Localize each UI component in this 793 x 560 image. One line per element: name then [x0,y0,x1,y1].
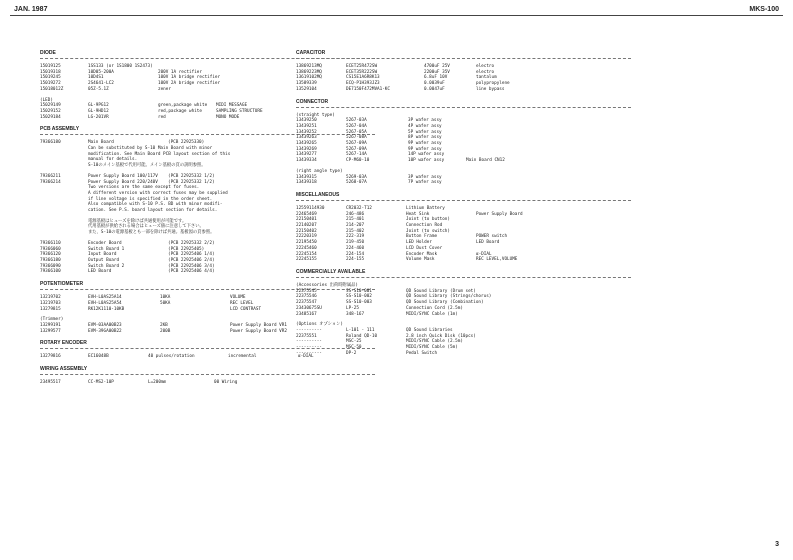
part-cell: 13439263 [296,135,317,141]
header-date: JAN. 1987 [14,6,48,13]
part-cell: SS-S10-002 [346,294,372,300]
part-cell: EVM-03AA00B23 [88,322,122,328]
section-title: ROTARY ENCODER [40,340,87,347]
part-cell: 13219702 [40,295,61,301]
part-cell: 13439315 [296,174,317,180]
part-cell: 23430675SU [296,305,322,311]
part-cell: 13279816 [40,354,61,360]
part-cell: SS-S10-003 [346,300,372,306]
part-cell: 2.8 inch Quick Disk (10pcs) [406,333,476,339]
part-cell: 5267-14A [346,152,367,158]
note-line: manual for details. [88,157,138,163]
part-cell: 100V 1A bridge rectifier [158,75,221,81]
part-cell: EVH-L0AS25A14 [88,295,122,301]
part-cell: 5267-03A [346,118,367,124]
part-cell: 13869213MQ [296,64,322,69]
part-cell: 4P wafer assy [408,123,442,129]
part-cell: polypropylene [476,81,510,87]
part-cell: 0.0039uF [424,81,445,87]
part-cell: 15029184 [40,114,61,120]
part-cell: Connection Cord (2.5m) [406,305,463,311]
part-cell: 22245460 [296,245,317,251]
part-cell: Joint (to switch) [406,228,450,234]
part-cell: 5267-09A [346,141,367,147]
note-line: if line voltage is specified in the order sheet. [88,196,213,202]
part-cell: 79366060 [40,246,61,252]
part-cell: 7P wafer assy [408,180,442,186]
section-divider [296,277,631,278]
parts-section [296,50,631,93]
part-cell: Switch Board 1 [88,246,125,252]
part-cell: (PCB 22925406 2/4) [168,257,215,263]
part-cell: 2S4641-LC2 [88,81,114,87]
part-cell: EVM-39GA00B22 [88,328,122,334]
page-number: 3 [775,541,779,548]
part-cell: 22150401 [296,217,317,223]
part-cell: 40 pulses/rotation [148,354,195,360]
part-cell: CP-M60-10 [346,158,370,164]
part-cell: 13619102MQ [296,75,322,81]
part-cell: (PCB 22925406 1/4) [168,252,215,258]
part-cell: α-DIAL [476,251,492,257]
part-cell: 22195450 [296,240,317,246]
part-cell: 13219703 [40,300,61,306]
part-cell: 22375551 [296,333,317,339]
part-cell: 13439251 [296,123,317,129]
part-cell: CC-MS2-10P [88,380,114,386]
part-cell: L-101 - 111 [346,327,375,333]
part-cell: Encoder Board [88,240,122,246]
part-cell: 246-486 [346,211,365,217]
part-cell: 224-155 [346,257,365,263]
part-cell: MIDI/SYNC Cable (2.5m) [406,339,463,345]
part-cell: ECET35R222SW [346,69,378,75]
part-cell: 22150402 [296,228,317,234]
part-cell: 6.8uF 10V [424,75,448,81]
part-cell: ECET25R472SW [346,64,378,69]
header-rule [10,15,783,16]
note-line: Also compatible with S-10 P.S. BD with minor modifi- [88,202,223,208]
part-cell: 00 Wiring [214,380,238,386]
section-title: CAPACITOR [296,50,326,56]
part-row [40,380,375,386]
part-cell: 10P wafer assy [408,158,445,164]
part-cell: MONO MODE [216,114,240,120]
part-cell: 13439334 [296,158,317,164]
part-cell: MSC-50 [346,345,362,351]
part-cell: Connection Rod [406,223,443,229]
part-cell: EVH-L0AS25A54 [88,300,122,306]
part-cell: Power Supply Board 220/240V [88,179,158,185]
part-cell: 5267-08A [346,135,367,141]
part-row [296,351,631,357]
part-cell: 13869223MQ [296,69,322,75]
sub-heading: (straight type) [296,112,335,118]
part-cell: 215-402 [346,228,365,234]
sub-heading: (Options オプション) [296,322,343,328]
note-line: cation. See P.S. board layout section for details. [88,208,218,214]
parts-section [296,99,631,186]
part-cell: 5267-05A [346,129,367,135]
part-cell: (PCB 22925332 2/2) [168,240,215,246]
part-cell: QD Sound Libraries [406,327,453,333]
note-line: S-10のメイン基板で代用可能。メイン基板の頁の説明参照。 [88,163,206,169]
part-cell: 79366090 [40,263,61,269]
part-cell: line bypass [476,86,505,92]
part-cell: Output Board [88,257,120,263]
part-cell: 100V 2A bridge rectifier [158,81,221,87]
part-cell: GL-9HD12 [88,108,109,114]
part-cell: 13439269 [296,146,317,152]
part-cell: α-DIAL [298,354,314,360]
section-divider [40,374,375,375]
part-cell: 79366120 [40,252,61,258]
part-cell: 79366180 [40,257,61,263]
section-title: DIODE [40,50,56,56]
part-cell: 13529104 [296,86,317,92]
note-line: 代用基板が供給される場合はヒューズ値に注意して下さい。 [88,224,204,230]
part-cell: Input Board [88,252,117,258]
section-divider [296,58,631,59]
part-cell: 9P wafer assy [408,146,442,152]
part-cell: 15019272 [40,81,61,87]
part-cell: 22245154 [296,251,317,257]
part-cell: POWER switch [476,234,508,240]
part-cell: LED Holder [406,240,432,246]
section-title: POTENTIOMETER [40,281,84,288]
part-cell: Encoder Mask [406,251,438,257]
part-cell: ---------- [296,345,322,351]
part-cell: 10KA [160,295,171,301]
part-cell: REC LEVEL,VOLUME [476,257,518,263]
part-cell: 348-167 [346,311,365,317]
part-cell: electro [476,69,495,75]
part-cell: EC16048B [88,354,109,360]
note-line: Two versions are the same except for fuses. [88,185,200,191]
part-cell: Switch Board 2 [88,263,125,269]
part-cell: 200B [160,328,171,334]
part-cell: 79366100 [40,269,61,275]
part-row [296,87,631,93]
part-cell: incremental [228,354,257,360]
part-cell: Power Supply Board 100/117V [88,173,158,179]
note-line: 電源基板はヒューズを除けば共通使用が可能です。 [88,218,187,224]
note-line: また、S-10の電源基板とも一部を除けば共通。基板図の頁参照。 [88,230,215,236]
part-cell: 5P wafer assy [408,129,442,135]
part-cell: 2200uF 35V [424,69,450,75]
part-cell: SAMPLING STRUCTURE [216,108,263,114]
part-cell: QD Sound Library (Strings/chorus) [406,294,492,300]
part-cell: (PCB 22925406 4/4) [168,269,215,275]
part-cell: 13439277 [296,152,317,158]
part-cell: (PCB 22925332 1/2) [168,179,215,185]
part-cell: 15018012Z [40,86,64,92]
part-cell: Joint (to button) [406,217,450,223]
part-cell: REC LEVEL [230,300,254,306]
part-cell: 13439252 [296,129,317,135]
part-cell: 10D4S1 [88,75,104,81]
part-cell: Pedal Switch [406,350,438,356]
part-cell: VOLUME [230,295,246,301]
part-cell: 15019125 [40,64,61,69]
part-cell: 15029152 [40,108,61,114]
part-cell: 14P wafer assy [408,152,445,158]
part-cell: LCD Dust Cover [406,245,443,251]
part-cell: 23495517 [40,380,61,386]
parts-section [296,269,631,356]
part-cell: (PCB 22925330) [168,140,205,146]
part-cell: 215-401 [346,217,365,223]
part-cell: Power Supply Board VR2 [230,328,287,334]
part-cell: CR2032-T12 [346,205,372,211]
part-cell: ---------- [296,327,322,333]
part-cell: 79366110 [40,240,61,246]
part-cell: (PCB 22925332 1/2) [168,173,215,179]
part-cell: 23485167 [296,311,317,317]
part-row [296,180,631,186]
part-cell: QD Sound Library (Drum set) [406,288,476,294]
part-cell: electro [476,64,495,69]
part-cell: zener [158,86,171,92]
part-cell: 50KA [160,300,171,306]
part-cell: 13279815 [40,306,61,312]
part-cell: Power Supply Board [476,211,523,217]
part-cell: Lithium Battery [406,205,445,211]
part-cell: 13589339 [296,81,317,87]
part-cell: 13439250 [296,118,317,124]
part-cell: 200V 1A rectifier [158,69,202,75]
part-cell: red,package white [158,108,202,114]
part-cell: 15019245 [40,75,61,81]
part-cell: 15019318 [40,69,61,75]
part-cell: CS15E1A6R8K13 [346,75,380,81]
part-cell [160,307,230,313]
part-cell: MIDI/SYNC Cable (5m) [406,345,458,351]
part-cell: 2KB [160,322,168,328]
part-cell: GL-9PG12 [88,103,109,109]
part-cell: green,package white [158,103,208,109]
part-cell: 79366214 [40,179,61,185]
part-cell: MIDI MESSAGE [216,103,248,109]
part-cell: 222-319 [346,234,365,240]
part-cell: Main Board CN12 [466,158,505,164]
part-cell: ---------- [296,339,322,345]
part-cell: 13439318 [296,180,317,186]
sub-heading: (right angle type) [296,168,343,174]
parts-section [40,366,375,386]
part-cell: 12559114930 [296,205,325,211]
part-cell: 3P wafer assy [408,118,442,124]
section-title: CONNECTOR [296,98,329,105]
part-cell: 22140207 [296,223,317,229]
part-cell: Volume Mask [406,257,435,263]
part-cell: 10D05-200A [88,69,114,75]
part-cell: MSC-25 [346,339,362,345]
note-line: A different version with correct fuses may be supplied [88,190,228,196]
part-cell: 0.0047uF [424,86,445,92]
part-row [296,257,631,263]
part-cell: 1SS133 (or 1S1800 1S2473) [88,64,153,69]
part-cell: 8P wafer assy [408,135,442,141]
part-cell: Roland QD-10 [346,333,378,339]
note-line: Can be substituted by S-10 Main Board with minor [88,146,213,152]
part-cell: ECQ-P1H393JZ3 [346,81,380,87]
section-title: MISCELLANEOUS [296,191,340,198]
part-cell: 219-450 [346,240,365,246]
part-cell: 79366180 [40,140,61,146]
part-cell: 9P wafer assy [408,141,442,147]
part-cell: 15029149 [40,103,61,109]
part-cell: L=200mm [148,380,167,386]
part-cell: 13299577 [40,328,61,334]
part-cell: (PCB 22925405) [168,246,205,252]
part-cell: 13439265 [296,141,317,147]
section-divider [296,200,631,201]
part-cell: tantalum [476,75,497,81]
part-cell: 79366211 [40,173,61,179]
sub-heading: (Accessories 出荷時附属品) [296,282,358,288]
part-cell: 5267-04A [346,123,367,129]
part-cell: 22220319 [296,234,317,240]
part-cell: DE7150F472MVA1-KC [346,86,390,92]
part-cell: MIDI/SYNC Cable (1m) [406,311,458,317]
part-cell: QD Sound Library (Combination) [406,300,484,306]
part-cell: Button Frame [406,234,438,240]
part-cell: Power Supply Board VR1 [230,322,287,328]
section-title: WIRING ASSEMBLY [40,366,88,373]
parts-section [296,192,631,263]
part-cell: LED Board [88,269,112,275]
part-cell: SS-S10-001 [346,288,372,294]
right-column [296,50,631,362]
part-cell: LP-25 [346,305,359,311]
part-cell: red [158,114,166,120]
part-cell: 13299191 [40,322,61,328]
part-cell: 22375545 [296,288,317,294]
part-cell: RK12K1110-10KB [88,306,125,312]
part-cell: 214-207 [346,223,365,229]
part-cell: LED Board [476,240,500,246]
part-cell: ---------- [296,350,322,356]
part-cell: (PCB 22925406 3/4) [168,263,215,269]
section-divider [296,107,631,108]
part-cell: 224-460 [346,245,365,251]
part-cell: LG-201VR [88,114,109,120]
part-cell: 5268-07A [346,180,367,186]
part-cell: Main Board [88,140,114,146]
part-cell: 5267-09A [346,146,367,152]
part-cell: 22245155 [296,257,317,263]
part-cell: 22465469 [296,211,317,217]
part-cell: 05Z-5.1Z [88,86,109,92]
header-model: MKS-100 [749,6,779,13]
part-cell: 3P wafer assy [408,174,442,180]
sub-heading: (Trimmer) [40,317,64,323]
part-cell: 22375547 [296,300,317,306]
section-title: PCB ASSEMBLY [40,126,80,133]
part-cell: Heat Sink [406,211,430,217]
sub-heading: (LED) [40,97,53,103]
part-cell: DP-2 [346,350,357,356]
section-title: COMMERCIALLY AVAILABLE [296,268,366,275]
part-cell: 224-154 [346,251,365,257]
note-line: modification. See Main Board PCB layout section of this [88,151,231,157]
part-cell: LCD CONTRAST [230,306,262,312]
part-cell: 5269-03A [346,174,367,180]
part-cell: 4700uF 25V [424,64,450,69]
part-cell: 22375546 [296,294,317,300]
